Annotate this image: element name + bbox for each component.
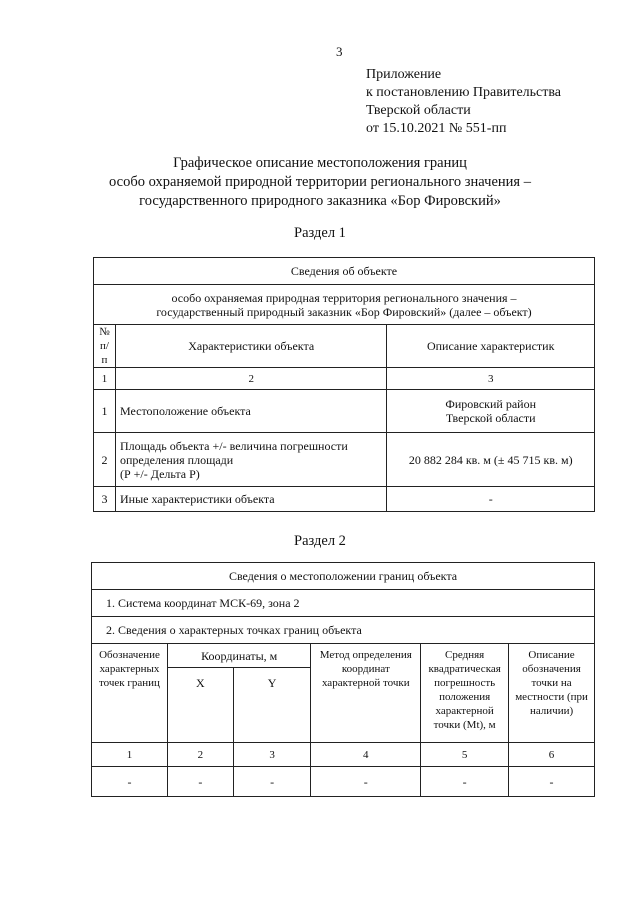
row-characteristic: Иные характеристики объекта <box>115 487 386 512</box>
cell-value: - <box>509 767 595 797</box>
table-title: Сведения о местоположении границ объекта <box>92 563 595 590</box>
characteristic-line: определения площади <box>119 452 234 467</box>
object-line: особо охраняемая природная территория регионального значения – <box>171 290 517 305</box>
boundary-points-table <box>91 562 595 797</box>
table-row <box>92 767 595 797</box>
characteristic-line: (Р +/- Дельта Р) <box>119 466 200 481</box>
header-method: Метод определения координат характерной точки <box>311 644 421 743</box>
header-x: X <box>167 668 233 743</box>
section-1-heading: Раздел 1 <box>294 225 346 241</box>
appendix-line: к постановлению Правительства <box>366 85 562 100</box>
appendix-line: Тверской области <box>366 103 471 118</box>
cell-value: - <box>233 767 311 797</box>
coordinate-system: 1. Система координат МСК-69, зона 2 <box>92 590 595 617</box>
row-description <box>387 390 595 433</box>
cell-value: - <box>421 767 509 797</box>
header-characteristics: Характеристики объекта <box>115 325 386 368</box>
row-description: 20 882 284 кв. м (± 45 715 кв. м) <box>387 433 595 487</box>
table-row <box>94 433 595 487</box>
object-info-table <box>93 257 595 512</box>
points-info: 2. Сведения о характерных точках границ объекта <box>92 617 595 644</box>
col-number: 6 <box>509 743 595 767</box>
col-number: 1 <box>94 368 116 390</box>
col-number: 3 <box>387 368 595 390</box>
row-characteristic <box>115 433 386 487</box>
title-line: государственного природного заказника «Бор Фировский» <box>139 193 501 209</box>
header-marking: Описание обозначения точки на местности (при наличии) <box>509 644 595 743</box>
cell-value: - <box>311 767 421 797</box>
object-name-cell <box>94 285 595 325</box>
title-line: Графическое описание местоположения границ <box>173 155 467 171</box>
header-coordinates: Координаты, м <box>167 644 311 668</box>
table-row <box>94 390 595 433</box>
row-description: - <box>387 487 595 512</box>
row-characteristic: Местоположение объекта <box>115 390 386 433</box>
appendix-line: Приложение <box>366 67 442 82</box>
section-2-heading: Раздел 2 <box>294 533 346 549</box>
description-line: Тверской области <box>445 411 536 425</box>
header-description: Описание характеристик <box>387 325 595 368</box>
description-line: Фировский район <box>445 397 537 411</box>
table-title: Сведения об объекте <box>94 258 595 285</box>
cell-value: - <box>167 767 233 797</box>
header-num: № п/п <box>94 325 116 368</box>
characteristic-line: Площадь объекта +/- величина погрешности <box>119 438 348 453</box>
header-error: Средняя квадратическая погрешность положения характерной точки (Mt), м <box>421 644 509 743</box>
col-number: 5 <box>421 743 509 767</box>
col-number: 2 <box>115 368 386 390</box>
col-number: 1 <box>92 743 168 767</box>
col-number: 4 <box>311 743 421 767</box>
row-num: 1 <box>94 390 116 433</box>
cell-value: - <box>92 767 168 797</box>
title-line: особо охраняемой природной территории регионального значения – <box>109 174 531 190</box>
header-designation: Обозначение характерных точек границ <box>92 644 168 743</box>
row-num: 3 <box>94 487 116 512</box>
object-line: государственный природный заказник «Бор Фировский» (далее – объект) <box>156 304 532 319</box>
table-row <box>94 487 595 512</box>
page-number: 3 <box>336 44 343 59</box>
col-number: 3 <box>233 743 311 767</box>
appendix-line: от 15.10.2021 № 551-пп <box>366 121 507 136</box>
row-num: 2 <box>94 433 116 487</box>
header-y: Y <box>233 668 311 743</box>
appendix-block <box>366 66 561 138</box>
document-title <box>40 154 600 211</box>
col-number: 2 <box>167 743 233 767</box>
